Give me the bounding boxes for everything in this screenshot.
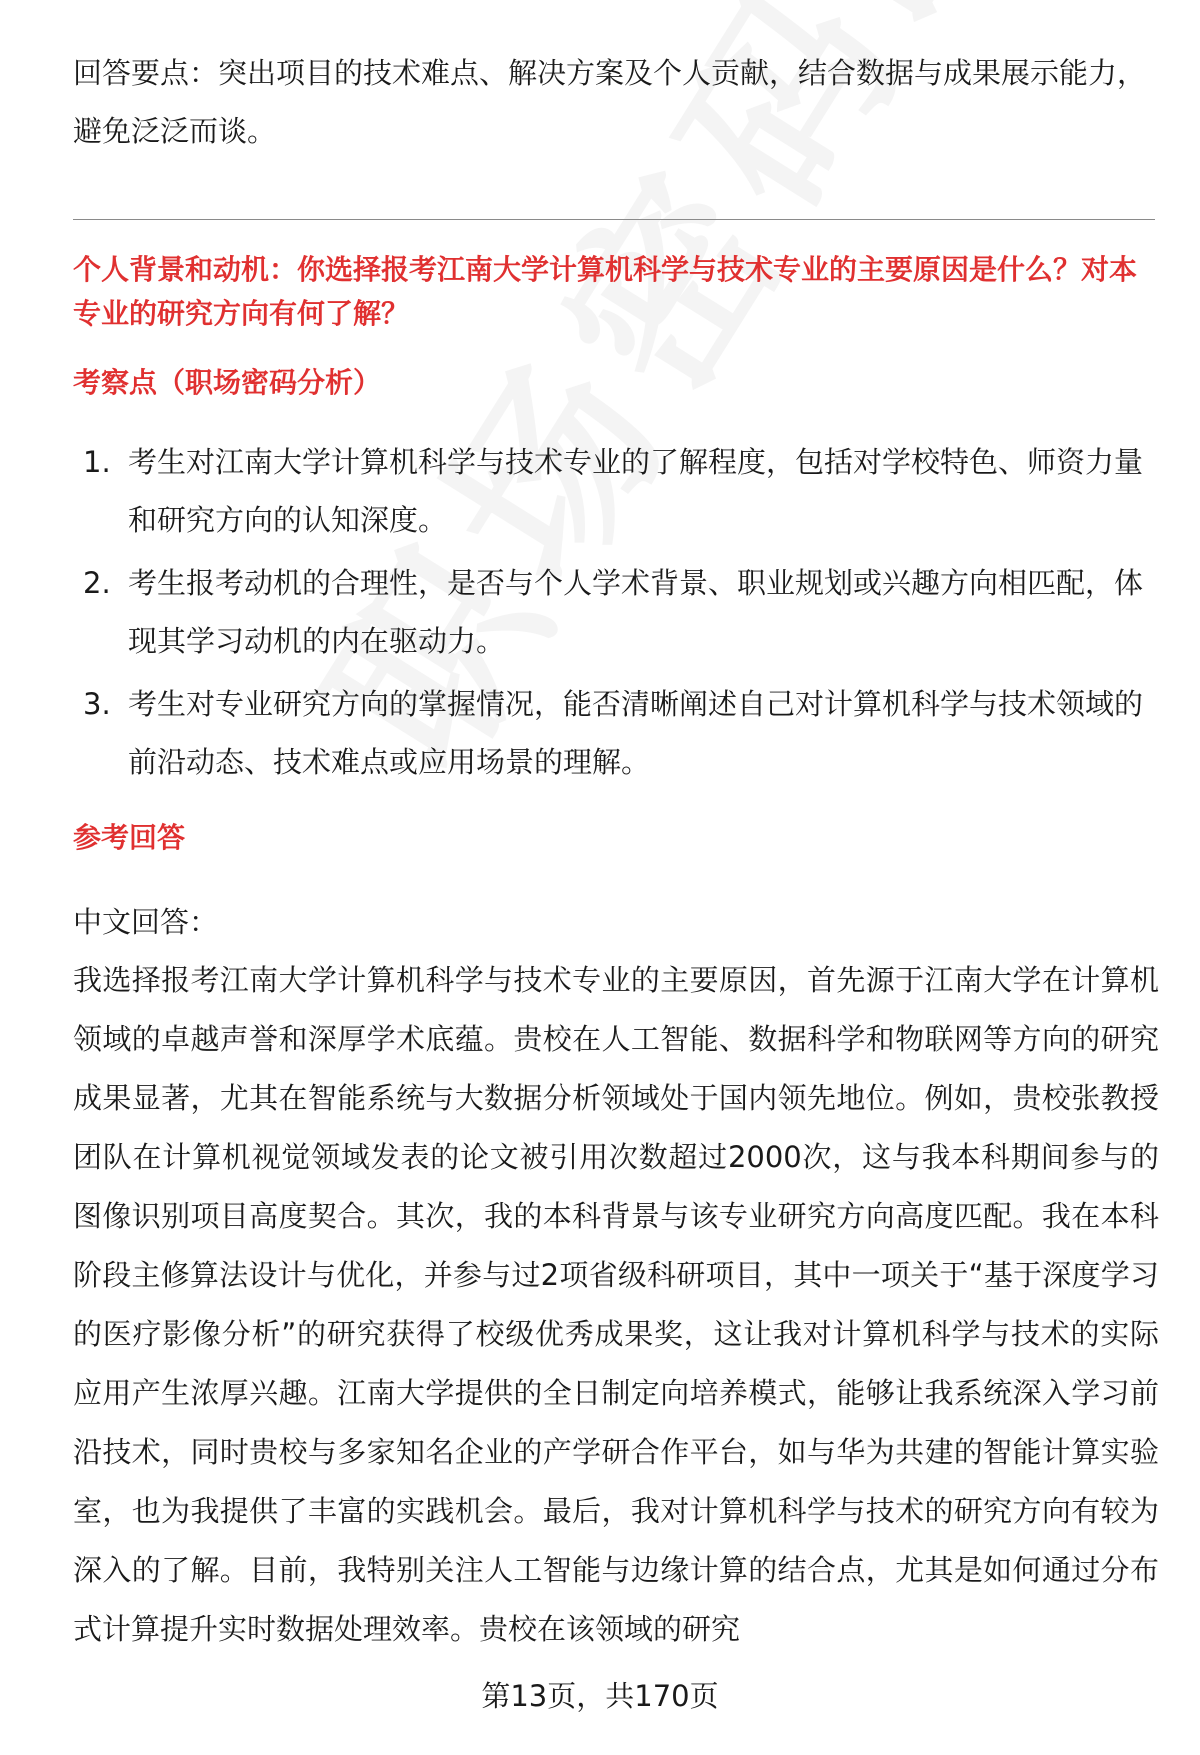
list-item-number: 1. (83, 445, 111, 479)
intro-paragraph: 回答要点：突出项目的技术难点、解决方案及个人贡献，结合数据与成果展示能力，避免泛泛而谈。 (73, 56, 1147, 148)
answer-body: 我选择报考江南大学计算机科学与技术专业的主要原因，首先源于江南大学在计算机领域的卓越声誉和深厚学术底蕴。贵校在人工智能、数据科学和物联网等方向的研究成果显著，尤其在智能系统与大数据分析领域处于国内领先地位。例如，贵校张教授团队在计算机视觉领域发表的论文被引用次数超过2000次，这与我本科期间参与的图像识别项目高度契合。其次，我的本科背景与该专业研究方向高度匹配。我在本科阶段主修算法设计与优化，并参与过2项省级科研项目，其中一项关于“基于深度学习的医疗影像分析”的研究获得了校级优秀成果奖，这让我对计算机科学与技术的实际应用产生浓厚兴趣。江南大学提供的全日制定向培养模式，能够让我系统深入学习前沿技术，同时贵校与多家知名企业的产学研合作平台，如与华为共建的智能计算实验室，也为我提供了丰富的实践机会。最后，我对计算机科学与技术的研究方向有较为深入的了解。目前，我特别关注人工智能与边缘计算的结合点，尤其是如何通过分布式计算提升实时数据处理效率。贵校在该领域的研究 (73, 963, 1159, 1646)
list-item (73, 554, 1163, 670)
assessment-heading: 考察点（职场密码分析） (73, 366, 382, 399)
answer-label: 中文回答： (73, 905, 219, 939)
question-title: 个人背景和动机：你选择报考江南大学计算机科学与技术专业的主要原因是什么？对本专业的研究方向有何了解？ (73, 253, 1138, 330)
list-item (73, 675, 1163, 791)
section-divider (73, 219, 1155, 220)
reference-heading: 参考回答 (73, 821, 186, 854)
assessment-list (73, 433, 1163, 796)
page-number: 第13页，共170页 (481, 1679, 719, 1713)
list-item-text: 考生对江南大学计算机科学与技术专业的了解程度，包括对学校特色、师资力量和研究方向的认知深度。 (128, 445, 1144, 537)
list-item (73, 433, 1163, 549)
list-item-text: 考生报考动机的合理性，是否与个人学术背景、职业规划或兴趣方向相匹配，体现其学习动机的内在驱动力。 (128, 566, 1144, 658)
list-item-number: 2. (83, 566, 111, 600)
list-item-text: 考生对专业研究方向的掌握情况，能否清晰阐述自己对计算机科学与技术领域的前沿动态、技术难点或应用场景的理解。 (128, 687, 1144, 779)
list-item-number: 3. (83, 687, 111, 721)
